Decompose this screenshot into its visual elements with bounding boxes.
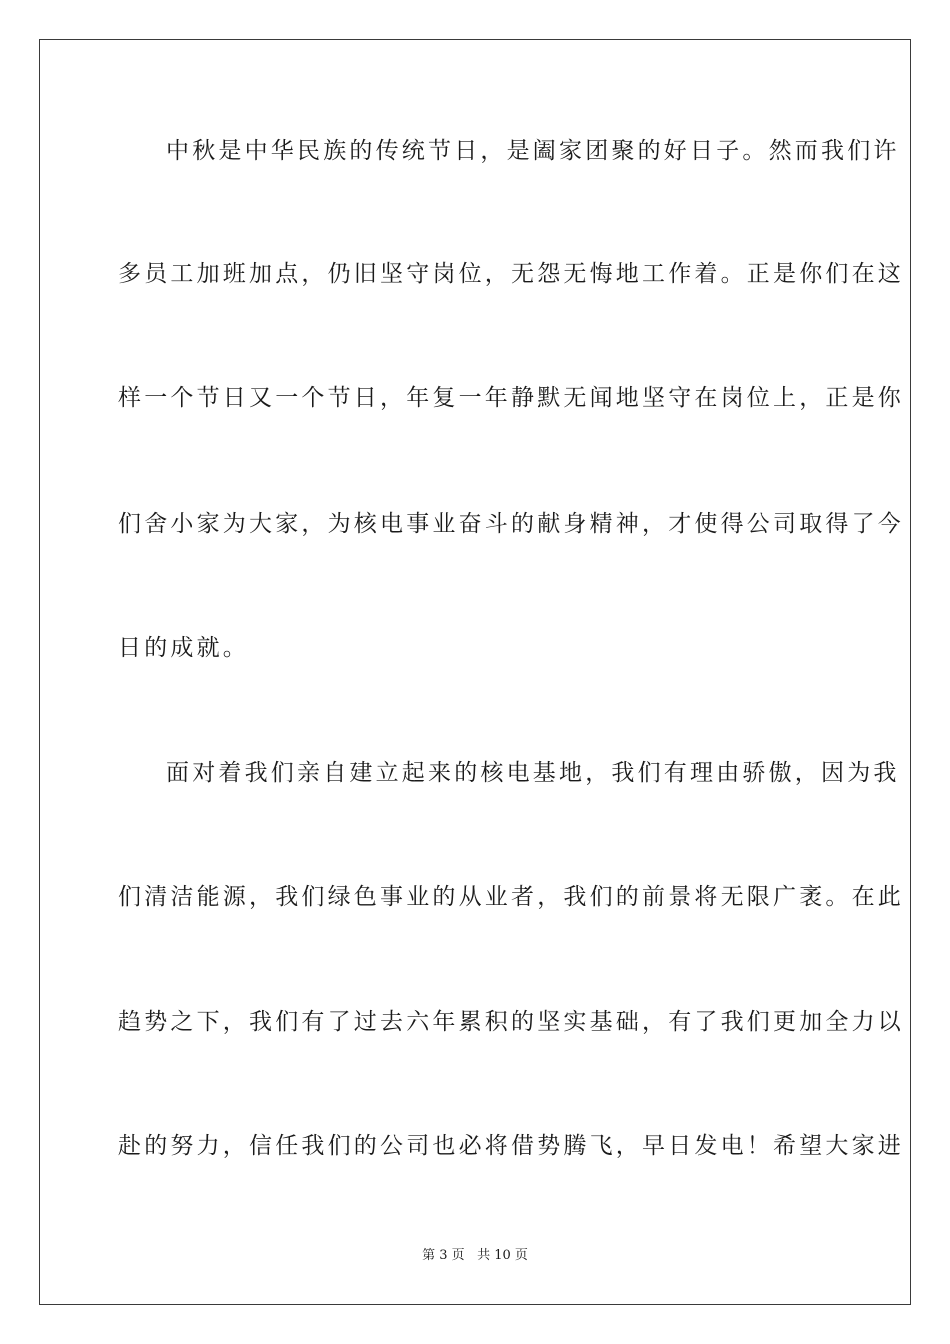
text-line: 多员工加班加点，仍旧坚守岗位，无怨无悔地工作着。正是你们在这 bbox=[118, 261, 904, 287]
total-pages: 共 10 页 bbox=[477, 1248, 528, 1263]
text-line: 样一个节日又一个节日，年复一年静默无闻地坚守在岗位上，正是你 bbox=[118, 385, 904, 411]
page-number: 第 3 页 bbox=[422, 1248, 465, 1263]
text-line: 日的成就。 bbox=[118, 635, 249, 661]
text-line: 中秋是中华民族的传统节日，是阖家团聚的好日子。然而我们许 bbox=[166, 138, 900, 164]
text-line: 赴的努力，信任我们的公司也必将借势腾飞，早日发电！希望大家进 bbox=[118, 1133, 904, 1159]
page-footer bbox=[0, 1247, 950, 1265]
text-line: 们清洁能源，我们绿色事业的从业者，我们的前景将无限广袤。在此 bbox=[118, 884, 904, 910]
page-frame bbox=[39, 39, 911, 1305]
text-line: 们舍小家为大家，为核电事业奋斗的献身精神，才使得公司取得了今 bbox=[118, 511, 904, 537]
text-line: 趋势之下，我们有了过去六年累积的坚实基础，有了我们更加全力以 bbox=[118, 1009, 904, 1035]
text-line: 面对着我们亲自建立起来的核电基地，我们有理由骄傲，因为我 bbox=[166, 760, 900, 786]
